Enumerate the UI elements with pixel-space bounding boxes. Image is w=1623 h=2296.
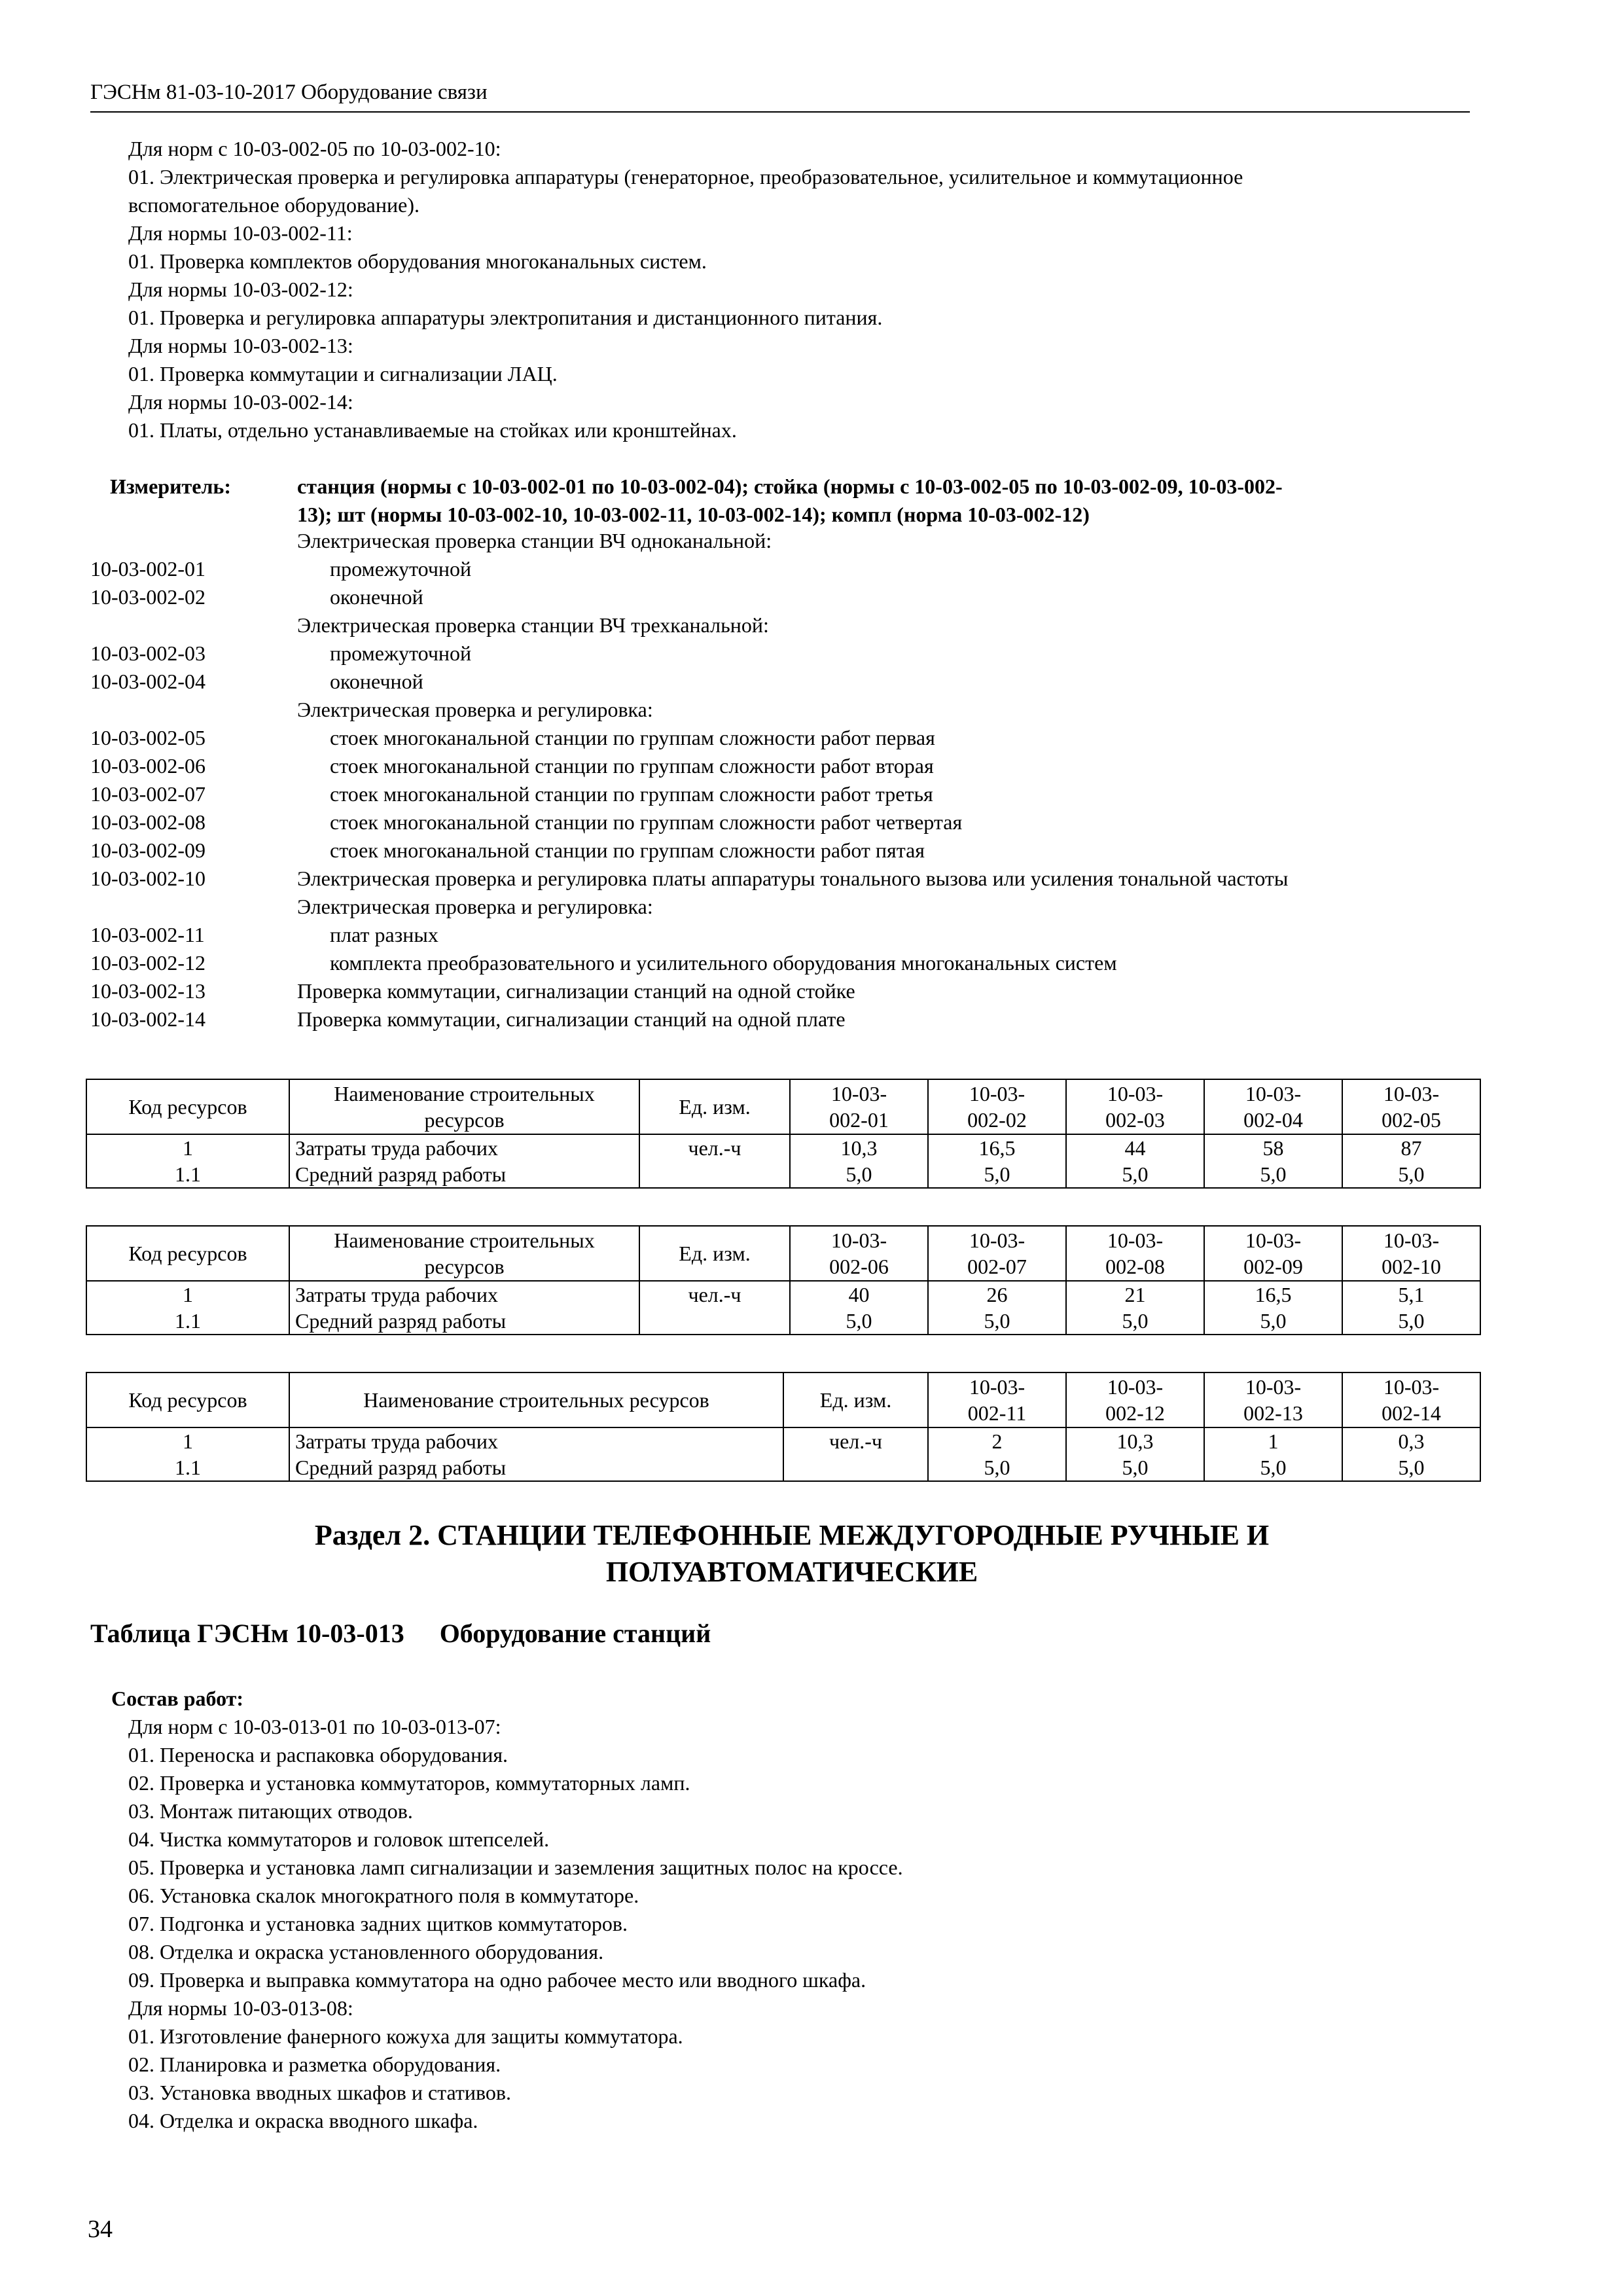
work-line: Для нормы 10-03-013-08: [128, 1996, 353, 2020]
work-line: 09. Проверка и выправка коммутатора на одно рабочее место или вводного шкафа. [128, 1968, 866, 1992]
work-line: 01. Изготовление фанерного кожуха для защиты коммутатора. [128, 2024, 683, 2048]
header-norm: 10-03- 002-06 [790, 1226, 928, 1281]
work-heading: Состав работ: [111, 1687, 244, 1710]
header-norm: 10-03- 002-05 [1342, 1079, 1480, 1134]
norm-desc: промежуточной [330, 641, 472, 665]
header-norm: 10-03- 002-08 [1066, 1226, 1204, 1281]
header-title: ГЭСНм 81-03-10-2017 Оборудование связи [90, 81, 488, 104]
running-header [90, 77, 1470, 113]
table-row: 1.1 Средний разряд работы 5,0 5,0 5,0 5,0 5,0 [86, 1161, 1480, 1188]
norm-desc: стоек многоканальной станции по группам сложности работ третья [330, 782, 933, 806]
table-row: 1.1 Средний разряд работы 5,0 5,0 5,0 5,0 [86, 1454, 1480, 1481]
norm-code: 10-03-002-13 [90, 979, 205, 1003]
norm-code: 10-03-002-09 [90, 838, 205, 862]
norm-code: 10-03-002-05 [90, 726, 205, 749]
resource-table-1 [86, 1079, 1481, 1189]
table-title-name: Оборудование станций [439, 1619, 711, 1648]
table-row: 1.1 Средний разряд работы 5,0 5,0 5,0 5,0 5,0 [86, 1308, 1480, 1335]
norm-group-title: Электрическая проверка и регулировка: [297, 895, 653, 918]
work-line: 06. Установка скалок многократного поля в коммутаторе. [128, 1884, 639, 1907]
header-norm: 10-03- 002-01 [790, 1079, 928, 1134]
header-name: Наименование строительных ресурсов [289, 1372, 783, 1427]
meter-line-2: 13); шт (нормы 10-03-002-10, 10-03-002-11, 10-03-002-14); компл (норма 10-03-002-12) [297, 503, 1090, 526]
resource-table-3 [86, 1372, 1481, 1482]
header-norm: 10-03- 002-12 [1066, 1372, 1204, 1427]
work-line: 01. Переноска и распаковка оборудования. [128, 1743, 508, 1767]
work-line: 02. Планировка и разметка оборудования. [128, 2053, 501, 2076]
table-row: 1 Затраты труда рабочих чел.-ч 2 10,3 1 0,3 [86, 1427, 1480, 1454]
norm-desc: оконечной [330, 670, 423, 693]
header-norm: 10-03- 002-03 [1066, 1079, 1204, 1134]
norm-desc: комплекта преобразовательного и усилительного оборудования многоканальных систем [330, 951, 1117, 975]
intro-line: Для норм с 10-03-002-05 по 10-03-002-10: [128, 137, 501, 160]
work-line: 04. Отделка и окраска вводного шкафа. [128, 2109, 478, 2132]
intro-line: 01. Электрическая проверка и регулировка аппаратуры (генераторное, преобразовательное, усилительное и коммутационное [128, 165, 1243, 188]
header-name: Наименование строительных ресурсов [289, 1226, 639, 1281]
page-number: 34 [88, 2215, 113, 2243]
header-norm: 10-03- 002-14 [1342, 1372, 1480, 1427]
work-line: 05. Проверка и установка ламп сигнализации и заземления защитных полос на кроссе. [128, 1856, 903, 1879]
header-norm: 10-03- 002-10 [1342, 1226, 1480, 1281]
resource-table-2 [86, 1225, 1481, 1335]
norm-desc: промежуточной [330, 557, 472, 581]
norm-group-title: Электрическая проверка станции ВЧ одноканальной: [297, 529, 772, 552]
norm-code: 10-03-002-01 [90, 557, 205, 581]
intro-line: Для нормы 10-03-002-14: [128, 390, 353, 414]
norm-desc: стоек многоканальной станции по группам сложности работ пятая [330, 838, 925, 862]
norm-desc: Электрическая проверка и регулировка платы аппаратуры тонального вызова или усиления тональной частоты [297, 867, 1289, 890]
norm-code: 10-03-002-03 [90, 641, 205, 665]
norm-code: 10-03-002-11 [90, 923, 205, 946]
header-code: Код ресурсов [86, 1079, 289, 1134]
section-heading [131, 1517, 1453, 1590]
norm-desc: плат разных [330, 923, 438, 946]
intro-line: Для нормы 10-03-002-13: [128, 334, 353, 357]
header-norm: 10-03- 002-04 [1204, 1079, 1342, 1134]
header-unit: Ед. изм. [639, 1226, 790, 1281]
norm-desc: Проверка коммутации, сигнализации станций на одной плате [297, 1007, 846, 1031]
intro-line: 01. Проверка комплектов оборудования многоканальных систем. [128, 249, 707, 273]
header-unit: Ед. изм. [639, 1079, 790, 1134]
norm-desc: оконечной [330, 585, 423, 609]
header-name: Наименование строительных ресурсов [289, 1079, 639, 1134]
work-line: 04. Чистка коммутаторов и головок штепселей. [128, 1827, 550, 1851]
norm-group-title: Электрическая проверка и регулировка: [297, 698, 653, 721]
work-line: 03. Монтаж питающих отводов. [128, 1799, 413, 1823]
norm-desc: стоек многоканальной станции по группам сложности работ вторая [330, 754, 934, 778]
norm-code: 10-03-002-06 [90, 754, 205, 778]
header-code: Код ресурсов [86, 1372, 289, 1427]
header-code: Код ресурсов [86, 1226, 289, 1281]
header-norm: 10-03- 002-09 [1204, 1226, 1342, 1281]
work-line: 03. Установка вводных шкафов и стативов. [128, 2081, 512, 2104]
table-row: 1 Затраты труда рабочих чел.-ч 10,3 16,5 44 58 87 [86, 1134, 1480, 1161]
work-line: 02. Проверка и установка коммутаторов, коммутаторных ламп. [128, 1771, 690, 1795]
norm-group-title: Электрическая проверка станции ВЧ трехканальной: [297, 613, 769, 637]
work-line: 08. Отделка и окраска установленного оборудования. [128, 1940, 604, 1964]
norm-code: 10-03-002-04 [90, 670, 205, 693]
work-line: Для норм с 10-03-013-01 по 10-03-013-07: [128, 1715, 501, 1738]
intro-line: 01. Платы, отдельно устанавливаемые на стойках или кронштейнах. [128, 418, 737, 442]
table-title-code: Таблица ГЭСНм 10-03-013 [90, 1619, 404, 1648]
norm-desc: Проверка коммутации, сигнализации станций на одной стойке [297, 979, 855, 1003]
section-heading-line-1: Раздел 2. СТАНЦИИ ТЕЛЕФОННЫЕ МЕЖДУГОРОДНЫЕ РУЧНЫЕ И [314, 1519, 1270, 1551]
intro-line: Для нормы 10-03-002-12: [128, 278, 353, 301]
intro-line: Для нормы 10-03-002-11: [128, 221, 353, 245]
intro-line: 01. Проверка и регулировка аппаратуры электропитания и дистанционного питания. [128, 306, 883, 329]
intro-line: 01. Проверка коммутации и сигнализации ЛАЦ. [128, 362, 558, 386]
table-row: 1 Затраты труда рабочих чел.-ч 40 26 21 16,5 5,1 [86, 1281, 1480, 1308]
header-norm: 10-03- 002-02 [928, 1079, 1066, 1134]
norm-desc: стоек многоканальной станции по группам сложности работ первая [330, 726, 935, 749]
table-title [90, 1618, 711, 1649]
norm-code: 10-03-002-02 [90, 585, 205, 609]
work-line: 07. Подгонка и установка задних щитков коммутаторов. [128, 1912, 628, 1935]
header-norm: 10-03- 002-07 [928, 1226, 1066, 1281]
header-norm: 10-03- 002-13 [1204, 1372, 1342, 1427]
meter-line-1: станция (нормы с 10-03-002-01 по 10-03-002-04); стойка (нормы с 10-03-002-05 по 10-03-002-09, 10-03-002- [297, 475, 1283, 498]
meter-label: Измеритель: [110, 475, 231, 498]
header-norm: 10-03- 002-11 [928, 1372, 1066, 1427]
header-unit: Ед. изм. [783, 1372, 928, 1427]
norm-code: 10-03-002-07 [90, 782, 205, 806]
norm-code: 10-03-002-08 [90, 810, 205, 834]
section-heading-line-2: ПОЛУАВТОМАТИЧЕСКИЕ [605, 1556, 978, 1588]
norm-code: 10-03-002-12 [90, 951, 205, 975]
norm-desc: стоек многоканальной станции по группам сложности работ четвертая [330, 810, 963, 834]
norm-code: 10-03-002-14 [90, 1007, 205, 1031]
intro-line: вспомогательное оборудование). [128, 193, 419, 217]
norm-code: 10-03-002-10 [90, 867, 205, 890]
